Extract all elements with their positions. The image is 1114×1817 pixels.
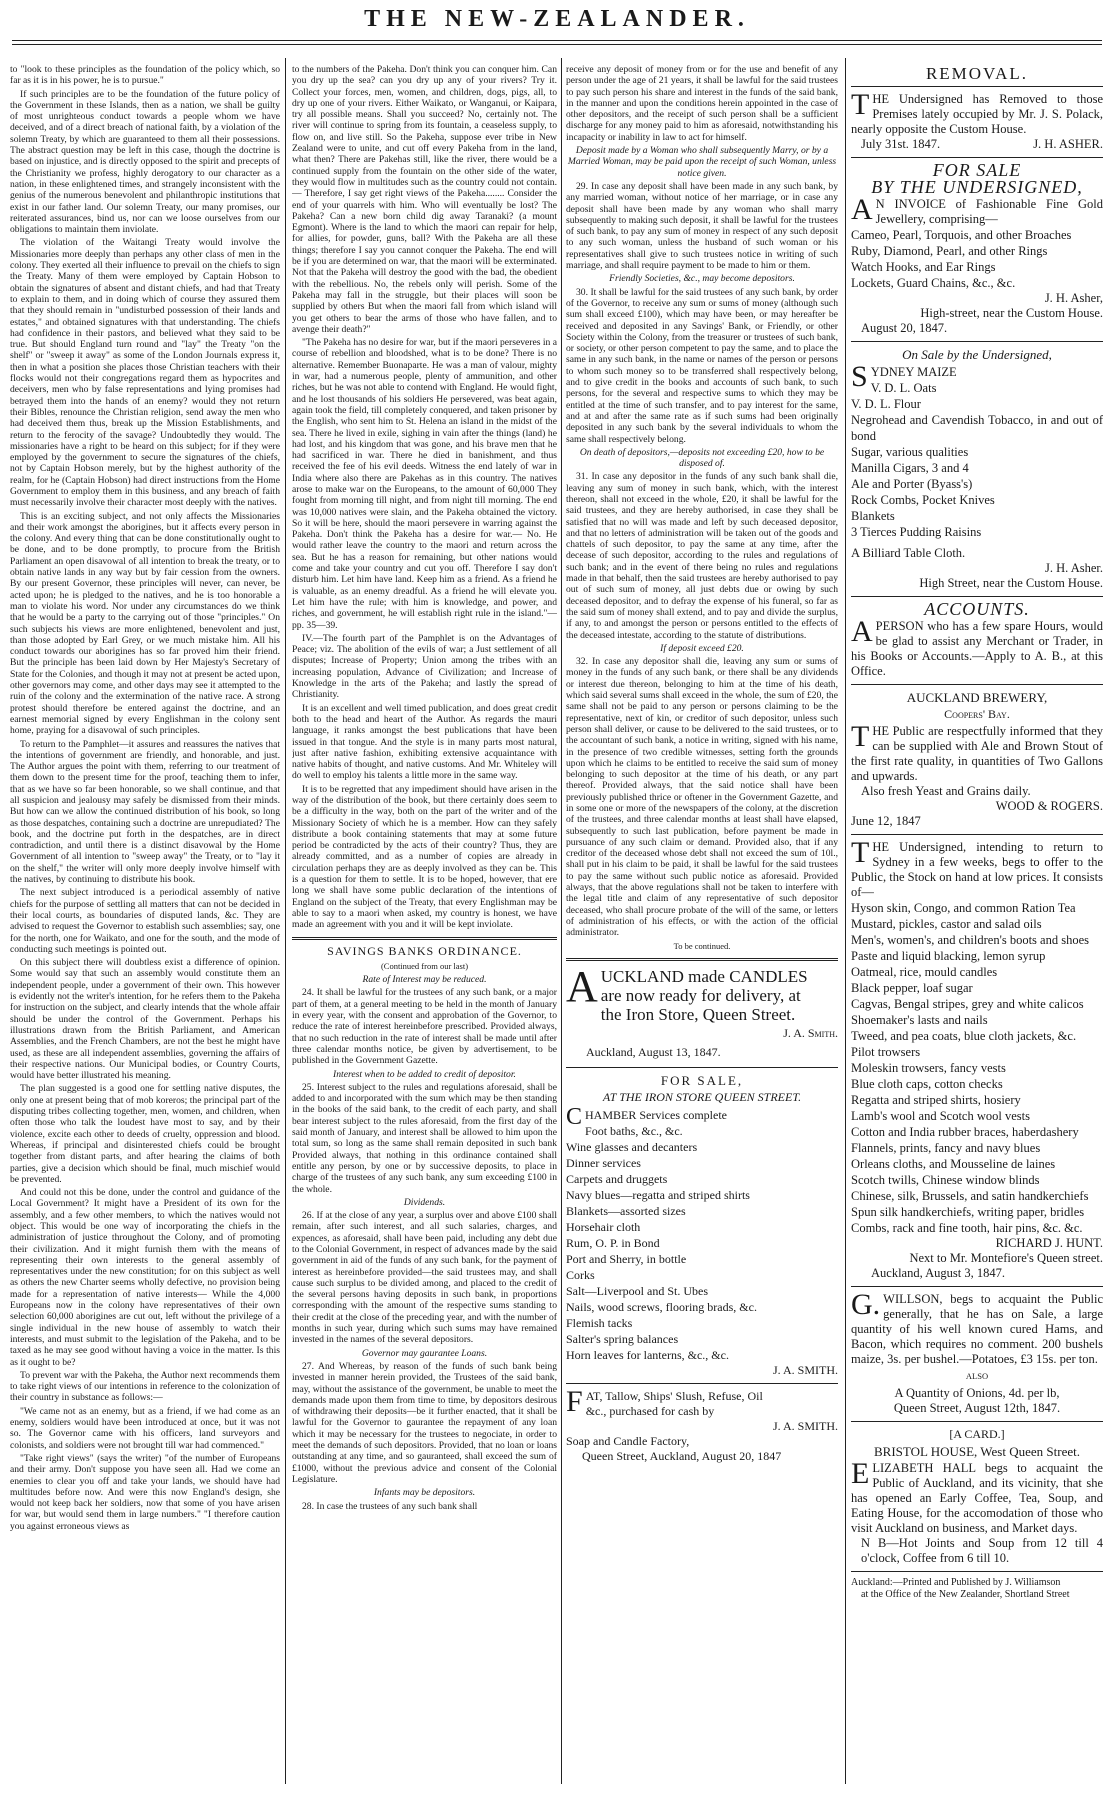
to-be-continued: To be continued. [673,940,731,951]
advert-heading: On Sale by the Undersigned, [902,347,1052,362]
list-item: Carpets and druggets [566,1171,668,1186]
paragraph: The plan suggested is a good one for settling native disputes, the only one at present being that of mob koreros; the principal part of the disputing tribes collecting together, men, women, and children, when often those who talk the loudest have most to say, and by their violence, excite each other to deeds of cruelty, oppression and blood. Whereas, if principal and disinterested chiefs could be brought together from distant parts, and after hearing the claims of both parties, give a decision which should be final, much mischief would be prevented. [10,1083,280,1185]
paragraph: And could not this be done, under the control and guidance of the Local Government? It might have a President of its own for the assembly, and a few other members, to which the natives would not object. This would be one way of incorporating the chiefs in the administration of justice throughout the Colony, and of promoting their civilization. And it might furnish them with the means of representing their own interests to the general assembly of representatives under the new constitution; for on this subject as well as others the new Charter seems wholly defective, no provision being made for a representation of native interests— While the 4,000 Europeans now in the colony have representatives of their own selection 60,000 aborigines are cut out, left without the privilege of a single individual in the new house of assembly to watch their interests, and must submit to the legislation of the Pakeha, and to be taxed as he may see good without having a voice in the matter. Is this as it ought to be? [10,1187,280,1368]
continued-note: (Continued from our last) [380,960,469,971]
section-rule [566,958,838,961]
list-item: Lockets, Guard Chains, &c., &c. [851,276,1016,290]
list-item: Chinese, silk, Brussels, and satin handkerchiefs [851,1189,1089,1203]
paragraph: 29. In case any deposit shall have been made in any such bank, by any married woman, without notice of her marriage, or in case any deposit shall have been made by any woman who shall marry subsequently to making such deposit, it shall be lawful for the trustees of such bank, to pay any sum of money in respect of any such deposit to any such woman, unless the husband of such woman or his representatives shall give to such trustees notice in writing of such marriage, and shall require payment to be made to him or them. [566,180,838,272]
paragraph: To prevent war with the Pakeha, the Author next recommends them to take right views of our intentions in reference to the colonization of their country in substance as follows:— [10,1369,280,1404]
paragraph: The violation of the Waitangi Treaty would involve the Missionaries more deeply than perhaps any other class of men in the colony. They exerted all their influence to prevail on the chiefs to sign the Treaty. Many of them were employed by Captain Hobson to obtain the signatures of absent and distant chiefs, and had that Treaty to explain to them, and in doing which of course they assured them that they should remain in "undisturbed possession of their lands and estates," and obtained signatures with that understanding. The chiefs had confidence in their pastors, and believed what they said to be true. But should England turn round and "lay" the Treaty "on the shelf" or "sweep it away" as some of the London Journals express it, then in what a position she places those Christian teachers with their flocks would not their congregations regard them as hypocrites and deceivers, men who by false representations and lying promises had betrayed them into the hands of an enemy? would they not return their Bibles, renounce the Christian religion, send away the men who had deceived them thus, break up the Mission Establishments, and return to the ferocity of the savage? Undoubtedly they would. The missionaries have a right to be heard on this subject; for if they were employed by the government to secure the signatures of the chiefs, not by Captain Hobson merely, but by the highest authority of the realm, for he (Captain Hobson) had direct instructions from the Home Government to employ them in this business, and any breach of faith must necessarily involve their character most deeply with the natives. [10,237,280,509]
advert-date: August 20, 1847. [861,321,948,335]
list-item: Black pepper, loaf sugar [851,981,973,995]
list-item: Cagvas, Bengal stripes, grey and white calicos [851,997,1084,1011]
list-item: Combs, rack and fine tooth, hair pins, &c. &c. [851,1221,1083,1235]
removal-advert [851,66,1103,152]
dropcap: A [566,961,598,1011]
dropcap: T [851,836,870,869]
dropcap: A [851,193,873,226]
advert-date: Queen Street, August 12th, 1847. [893,1401,1061,1415]
section-heading: On death of depositors,—deposits not exceeding £20, how to be disposed of. [579,446,825,470]
section-rule [851,341,1103,342]
advert-text: Also fresh Yeast and Grains daily. [861,784,1031,798]
hunt-advert [851,836,1103,1281]
advert-subheading: BRISTOL HOUSE, West Queen Street. [874,1444,1080,1459]
list-item: Hyson skin, Congo, and common Ration Tea [851,901,1076,915]
section-rule [851,834,1103,835]
imprint-line: Auckland:—Printed and Published by J. Williamson [851,1577,1061,1588]
paragraph: The next subject introduced is a periodical assembly of native chiefs for the purpose of settling all matters that can not be decided in their local courts, as boundaries of disputed lands, &c. They are advised to request the Governor to establish such assemblies; say, one for the north, one for Waikato, and one for the south, and the mode of conducting such meetings is pointed out. [10,887,280,955]
list-item: Ruby, Diamond, Pearl, and other Rings [851,244,1048,258]
dropcap: G. [851,1288,881,1321]
paragraph: On this subject there will doubtless exist a difference of opinion. Some would say that such an assembly would constitute them an independent people, under a government of their own. This however is evidently not the writer's intention, for he refers them to the Pakeha for instruction on the subject, and clearly intends that the whole affair should be under the control of the Government. Perhaps his illustrations drawn from the British Parliament, and American Assemblies, and the French Chambers, are not the best he might have used, as these are all independent assemblies, governing the affairs of their respective nations. Our Municipal bodies, or Country Courts, would have better illustrated his meaning. [10,957,280,1082]
advert-address: High Street, near the Custom House. [919,576,1103,590]
section-heading: Deposit made by a Woman who shall subsequently Marry, or by a Married Woman, may be paid upon the receipt of such Woman, unless notice given. [567,145,837,179]
paragraph: 27. And Whereas, by reason of the funds of such bank being invested in manner herein provided, the Trustees of the said bank, may, without the assistance of the government, be unable to meet the demands made upon them from time to time, by depositors desirous of withdrawing their deposits—be it further enacted, that it shall be lawful for the Governor to gaurantee the repayment of any loan which it may be necessary for the trustees to negociate, in order to meet the demands of such depositors. Provided, that no loan or loans outstanding at any time, and so gauranteed, shall exceed the sum of £1000, without the previous advice and consent of the Colonial Legislature. [292,1360,557,1485]
paragraph: to "look to these principles as the foundation of the policy which, so far as it is in his power, he is to pursue." [10,64,280,87]
advert-text: N B—Hot Joints and Soup from 12 till 4 o'clock, Coffee from 6 till 10. [861,1536,1103,1565]
advert-signer: J. H. Asher, [1044,291,1103,305]
list-item: Men's, women's, and children's boots and shoes [851,933,1089,947]
list-item: Cotton and India rubber braces, haberdashery [851,1125,1079,1139]
list-item: Rum, O. P. in Bond [566,1235,660,1250]
list-item: Tweed, and pea coats, blue cloth jackets, &c. [851,1029,1077,1043]
list-item: Rock Combs, Pocket Knives [851,493,995,507]
dropcap: C [566,1103,583,1130]
list-item-text: HAMBER Services complete [585,1107,727,1122]
advert-signer: J. H. Asher. [1045,561,1103,575]
paragraph: to the numbers of the Pakeha. Don't think you can conquer him. Can you dry up the sea? can you dry up any of your rivers? Try it. Collect your forces, men, women, and children, dogs, pigs, all, to dry up one of your rivers. Either Waikato, or Wanganui, or Kaipara, try all possible means. Shall you succeed? No, certainly not. The river will continue to spring from its fountain, a ceaseless supply, to flow on, and live still. So the Pakeha, suppose ever tribe in New Zealand were to unite, and cut off every Pakeha from in the land, what then? There are Pakehas still, like the river, there would be a continued supply from the fountain on the other side of the water, they would flow in multitudes such as the country could not contain.— Therefore, I say get right views of the Pakeha........ Consider the end of your quarrels with him. Who will eventually be lost? The Pakeha? Can a new born child dig away Taranaki? (a mount Egmont). Where is the land to which the maori can repair for help, for allies, for powder, guns, ball? With the Pakeha are all these things; therefore I say you cannot conquer the Pakeha. The end will be if you are determined on war, that the maori will be exterminated. Not that the Pakeha will destroy the good with the bad, the obedient with the rebellious. No, the rebels only will perish. Some of the Pakeha may fall in the struggle, but their places will soon be supplied by others But when the maori fall from which island will you get others to bear the arms of those who have fallen, and to avenge their death?" [292,64,557,335]
advert-subheading: Coopers' Bay. [944,707,1010,721]
paragraph: 26. If at the close of any year, a surplus over and above £100 shall remain, after such interest, and all such salaries, charges, and expences, as aforesaid, shall have been paid, including any debt due to the Colonial Government, in respect of advances made by the said government in aid of the funds of any such bank, for the payment of interest as hereinbefore provided—the said trustees may, and shall cause such surplus to be divided among, and placed to the credit of the several persons having deposits in such bank, in proportions corresponding with the amount of the respective sums standing to their credit at the close of the preceding year, and with the number of months in such year, during which such sums may have remained invested in the names of the several depositors. [292,1210,557,1346]
dropcap: A [851,615,873,648]
column-1-article [10,64,280,1784]
list-item: Regatta and striped shirts, hosiery [851,1093,1021,1107]
section-heading: Rate of Interest may be reduced. [362,974,487,986]
advert-heading: ACCOUNTS. [924,599,1030,619]
paragraph: If such principles are to be the foundation of the future policy of the Government in these Islands, then as a nation, we shall be guilty of most unrighteous conduct towards a people whom we have deceived, and of a direct breach of national faith, by a violation of the solemn Treaty, by which are guaranteed to them all their possessions. The abstract question may be left in this case, though the doctrine is based on injustice, and is directly opposed to the spirit and precepts of the Christianity we profess, highly derogatory to our character as a nation, in these enlightened times, and strangely inconsistent with the genius of the numerous benevolent and philanthropic institutions that exist in our father land. Our solemn Treaty, our many promises, our reiterated assurances, bind us, nor can we loose ourselves from our obligations to maintain them inviolate. [10,88,280,236]
list-item: Cameo, Pearl, Torquois, and other Broaches [851,228,1072,242]
imprint [851,1577,1103,1601]
list-item: Port and Sherry, in bottle [566,1251,687,1266]
paragraph: "Take right views" (says the writer) "of the number of Europeans and their army. Don't suppose you have seen all. Had we come an enemies to clear you off and take your lands, we should have had multitudes before now. And were this now England's design, she would not keep back her soldiers, now that some of you have arisen for war, but would send them in large numbers." "I therefore caution you against erroneous views as [10,1452,280,1532]
advert-address: High-street, near the Custom House. [920,306,1103,320]
dropcap: E [851,1457,870,1490]
list-item: Horsehair cloth [566,1219,641,1234]
list-item: Pilot trowsers [851,1045,921,1059]
advert-text: A Quantity of Onions, 4d. per lb, [894,1386,1060,1400]
list-item: Blankets—assorted sizes [566,1203,686,1218]
list-item: Blankets [851,509,895,523]
advert-signer: WOOD & ROGERS. [995,799,1103,813]
column-divider [845,58,846,1784]
column-divider [285,58,286,1784]
advert-line: the Iron Store, Queen Street. [600,1004,796,1024]
list-item: Navy blues—regatta and striped shirts [566,1187,750,1202]
list-item: 3 Tierces Pudding Raisins [851,525,982,539]
list-item: Spun silk handkerchiefs, writing paper, bridles [851,1205,1085,1219]
masthead: THE NEW-ZEALANDER. [364,6,750,32]
list-item: Foot baths, &c., &c. [585,1123,683,1138]
list-item: Negrohead and Cavendish Tobacco, in and out of bond [851,413,1103,443]
section-rule [851,684,1103,685]
jewellery-advert [851,160,1103,336]
advert-line: UCKLAND made CANDLES [600,966,808,986]
list-item: Corks [566,1267,595,1282]
maize-advert [851,347,1103,591]
imprint-line: at the Office of the New Zealander, Shortland Street [861,1589,1070,1600]
advert-text: LIZABETH HALL begs to acquaint the Public of Auckland, and its vicinity, that she has opened an Early Coffee, Tea, Soup, and Eating House, for the accomodation of those who visit Auckland on business, and Market days. [851,1461,1103,1535]
masthead-rule [12,40,1102,41]
card-advert [851,1427,1103,1566]
advert-text: HE Undersigned, intending to return to Sydney in a few weeks, begs to offer to the Public, the Stock on hand at low prices. It consists of— [851,840,1103,899]
paragraph: 31. In case any depositor in the funds of any such bank shall die, leaving any sum of money in such bank, which, with the interest thereon, shall not exceed in the whole, £20, it shall be lawful for the said trustees, and they are hereby authorised, in case they shall be satisfied that no will was made and left by such deceased depositor, and that no letters of administration will be taken out of the goods and chattels of such depositor, to pay the same at any time, after the decease of such depositor, according to the rules and regulations of such bank; and in the event of there being no rules and regulations made in that behalf, then the said trustees are hereby authorised to pay out of such sum of money, all just debts due or owing by such deceased depositor, and to defray the expense of his funeral, so far as the said sum of money shall extend, and to pay and divide the surplus, if any, to and amongst the person or persons entitled to the effects of the deceased intestate, according to the statute of distributions. [566,471,838,641]
dropcap: T [851,88,870,121]
list-item: Shoemaker's lasts and nails [851,1013,988,1027]
list-item: Salt—Liverpool and St. Ubes [566,1283,708,1298]
paragraph: 24. It shall be lawful for the trustees of any such bank, or a major part of them, at a general meeting to be held in the month of January in every year, with the consent and approbation of the Governor, to reduce the rate of interest hereinbefore prescribed. Provided always, that no such reduction in the rate of interest shall be made until after three calendar months notice, be given by advertisement, to be published in the Government Gazette. [292,987,557,1067]
advert-heading: FOR SALE [932,160,1022,180]
advert-heading: REMOVAL. [925,64,1029,83]
list-item: V. D. L. Flour [851,397,921,411]
list-item: Dinner services [566,1155,641,1170]
paragraph: "The Pakeha has no desire for war, but if the maori perseveres in a course of rebellion and bloodshed, what is to be done? There is no alternative. Remember Buonaparte. He was a man of valour, mighty in war, had a numerous people, plenty of ammunition, and other riches, but he was not able to contend with England. He would fight, and he lost thousands of his soldiers He persevered, was beat again, again took the field, till completely conquered, and taken prisoner by the English, who sent him to St. Helena an island in the midst of the sea. There he lived in exile, sighing in vain after the things (land) he had lost, and his kingdom that was gone, and his brave men that he had sacrificed in war. There he died in banishment, and thus received the fee of his evil deeds. Witness the end lately of war in India where also there are Pakehas as in this country. The natives arose to make war on the Europeans, to the amount of 60,000 They fought from morning till night, and from night till morning. The end was 10,000 natives were slain, and the Pakeha obtained the victory. So it will be here, should the maori persevere in warring against the Pakeha. Don't think the Pakeha has a desire for war.— No. He would rather leave the country to the maori and return across the sea. But he has a reason for remaining, but other nations would come and take your country and cut you off. Therefore I say don't disturb him. Let him have land. Keep him as a friend. As a friend he is valuable, as an enemy dreadful. As a friend he will elevate you. Let him have the rule; with him is knowledge, and power, and riches, and government, he will establish right rule in the island."— pp. 35—39. [292,337,557,631]
advert-date: July 31st. 1847. [861,137,941,151]
section-rule [851,1571,1103,1572]
paragraph: 28. In case the trustees of any such bank shall [302,1500,478,1512]
section-rule [566,1383,838,1384]
brewery-advert [851,690,1103,829]
column-3 [566,64,838,1784]
advert-line: Soap and Candle Factory, [566,1433,690,1448]
list-item: Lamb's wool and Scotch wool vests [851,1109,1030,1123]
masthead-rule-2 [12,44,1102,45]
list-item: V. D. L. Oats [870,381,937,395]
advert-signer: RICHARD J. HUNT. [995,1236,1103,1250]
list-item: Ale and Porter (Byass's) [851,477,973,491]
paragraph: 30. It shall be lawful for the said trustees of any such bank, by order of the Governor, to receive any sum or sums of money (although such sum shall exceed £100), which may have been, or may hereafter be received and deposited in any Savings' Bank, or Friendly, or other Society within the Colony, from the treasurer or trustees of such bank, or society, or other person competent to pay the same, and to place the same in any such bank, in the name or names of the person or persons to whom such money so to be transferred shall respectively belong, and to give credit in the books and accounts of such bank, to such persons, for the several and respective sums to which they may be entitled at the time of such transfer, and to pay interest for the same, and at and after the same rate as if such sums had been originally deposited in any such bank by the several individuals to whom the same shall respectively belong. [566,286,838,445]
column-4-adverts [851,64,1103,1784]
list-item: Paste and liquid blacking, lemon syrup [851,949,1046,963]
advert-text: WILLSON, begs to acquaint the Public generally, that he has on Sale, a large quantity of his well known cured Hams, and Bacon, which requires no comment. 200 bushels maize, 3s. per bushel.—Potatoes, £3 15s. per ton. [851,1292,1103,1366]
section-rule [292,937,557,940]
section-rule [851,86,1103,87]
advert-subheading: AT THE IRON STORE QUEEN STREET. [602,1089,802,1104]
advert-line: AT, Tallow, Ships' Slush, Refuse, Oil [585,1388,763,1403]
advert-signer: J. A. SMITH. [772,1362,838,1377]
advert-date: Auckland, August 3, 1847. [871,1266,1006,1280]
paragraph: receive any deposit of money from or for the use and benefit of any person under the age of 21 years, it shall be lawful for the said trustees to pay such person his share and interest in the funds of the said bank, in the manner and upon the conditions herein appointed in the case of other depositors, and the receipt of such person shall be a sufficient discharge for any money paid to him as aforesaid, notwithstanding his incapacity or inability in law to act for himself. [566,64,838,143]
paragraph: 25. Interest subject to the rules and regulations aforesaid, shall be added to and incorporated with the sum which may be then standing in the books of the said bank, to the credit of each party, and shall bear interest subject to the rules aforesaid, from the first day of the said month of January, and interest shall be allowed to him upon the total sum, so long as the same shall remain deposited in such bank Provided always, that nothing in this ordinance contained shall entitle any person, by one or by successive deposits, to place in charge of the trustees of any such bank, any sum exceeding £100 in the whole. [292,1081,557,1195]
list-item-text: YDNEY MAIZE [870,365,957,379]
section-rule [851,596,1103,597]
list-item: Salter's spring balances [566,1331,679,1346]
advert-heading: [A CARD.] [949,1427,1005,1441]
accounts-advert [851,599,1103,679]
column-divider [561,58,562,1784]
willson-advert [851,1288,1103,1416]
paragraph: IV.—The fourth part of the Pamphlet is on the Advantages of Peace; viz. The abolition of the evils of war; a Just settlement of all disputes; Increase of Property; Union among the tribes with an increasing population, Advance of Civilization; and Increase of Knowledge in the arts of the Pakeha; and lastly the spread of Christianity. [292,632,557,701]
ordinance-title: SAVINGS BANKS ORDINANCE. [327,943,522,958]
advert-heading: FOR SALE, [660,1072,744,1088]
dropcap: F [566,1384,583,1418]
forsale-advert [566,1073,838,1378]
advert-address: Next to Mr. Montefiore's Queen street. [909,1251,1103,1265]
fat-advert [566,1384,838,1464]
advert-text: N INVOICE of Fashionable Fine Gold Jewellery, comprising— [875,197,1103,226]
list-item: Nails, wood screws, flooring brads, &c. [566,1299,757,1314]
section-rule [851,1421,1103,1422]
list-item: Watch Hooks, and Ear Rings [851,260,996,274]
paragraph: 32. In case any depositor shall die, leaving any sum or sums of money in the funds of any such bank, or there shall be any dividends or interest due thereon, belonging to him at the time of his death, which said several sums shall exceed in the whole, the sum of £20, the same shall not be paid to any person or persons claiming to be the representative, next of kin, or creditor of such depositor, unless such person shall deliver, or cause to be delivered to the said trustees, or to the accountant of such bank, a notice in writing, signed with his name, in the presence of two credible witnesses, setting forth the grounds upon which he claims to be entitled to receive the said sum of money belonging to such depositor at the time of his death, or any part thereof. Provided always, that the said notice shall have been previously published thrice or oftener in the Government Gazette, and in some one or more of the newspapers of the colony, at the discretion of the trustees, and three calendar months at least shall have elapsed, subsequently to such last publication, before payment be made in pursuance of any such claim or demand. Provided also, that if any creditor of the deceased whose debt shall not exceed the sum of 10l., shall put in his claim to be paid, it shall be lawful for the said trustees to pay the same without such public notice as aforesaid. Provided always, that the above regulations shall not be taken to interfere with the legal title and claim of any representative of such depositor deceased, who shall procure probate of the will of the same, or letters of administration of his effects, or with the action of the official administrator. [566,656,838,939]
list-item: Scotch twills, Chinese window blinds [851,1173,1040,1187]
advert-line: are now ready for delivery, at [600,985,801,1005]
advert-signer: J. H. ASHER. [1033,137,1103,151]
section-heading: Governor may gaurantee Loans. [361,1347,488,1359]
column-2-article [292,64,557,1784]
section-heading: Infants may be depositors. [373,1487,476,1499]
advert-text: A Billiard Table Cloth. [851,546,966,560]
advert-text: ALSO [965,1371,989,1381]
list-item: Moleskin trowsers, fancy vests [851,1061,1006,1075]
advert-heading: BY THE UNDERSIGNED, [871,177,1083,197]
section-rule [851,157,1103,158]
section-heading: Interest when to be added to credit of depositor. [333,1068,516,1080]
advert-signer: J. A. Smith. [783,1025,838,1040]
list-item: Manilla Cigars, 3 and 4 [851,461,969,475]
dropcap: T [851,720,870,753]
advert-signer: J. A. SMITH. [772,1418,838,1433]
list-item: Mustard, pickles, castor and salad oils [851,917,1042,931]
list-item: Oatmeal, rice, mould candles [851,965,998,979]
list-item: Flannels, prints, fancy and navy blues [851,1141,1041,1155]
dropcap: S [851,360,868,393]
section-rule [851,1286,1103,1287]
list-item: Sugar, various qualities [851,445,969,459]
advert-text: PERSON who has a few spare Hours, would be glad to assist any Merchant or Trader, in his Books or Accounts.—Apply to A. B., at this Office. [851,619,1103,678]
advert-text: HE Public are respectfully informed that they can be supplied with Ale and Brown Stout of the first rate quality, in quantities of Two Gallons and upwards. [851,724,1103,783]
list-item: Blue cloth caps, cotton checks [851,1077,1003,1091]
advert-heading: AUCKLAND BREWERY, [906,690,1048,705]
paragraph: This is an exciting subject, and not only affects the Missionaries and their work amongst the aborigines, but it affects every person in the colony. And every thing that can be done constitutionally ought to be done, and to be done promptly, to procure from the British Parliament an open disavowal of all intention to break the treaty, or to obtain native lands in any way but by fair cession from the owners. By our present Governor, these principles will never, can never, be acted upon; he is pledged to the natives, and he is too honorable a man to violate his word. Nor under any circumstances do we think that he would be a party to the carrying out of those "principles." On such subjects his views are more enlightened, benevolent and just, than those adopted by Earl Grey, or we much mistake him. All his conduct towards our aborigines has so far proved him their friend. But the principle has been laid down by Her Majesty's Secretary of State for the Colonies, and though it may not at present be acted upon, other governors may come, and other days may see it attempted to the ruin of the colony and the extermination of the native race. A strong protest should therefore be entered against the doctrine, and an earnest memorial signed by every Englishman in the colony sent home, praying for a disavowal of such principles. [10,510,280,737]
advert-line: Queen Street, Auckland, August 20, 1847 [582,1448,782,1463]
list-item: Flemish tacks [566,1315,633,1330]
paragraph: To return to the Pamphlet—it assures and reassures the natives that the intentions of government are friendly, and honorable, and just. The Author argues the point with them, referring to our treatment of them down to the present time for the proof, teaching them to infer, that as we have so far been honorable, so we shall continue, and that all suspicion and jealousy may safely be dismissed from their minds. But how can we allow the continued distribution of his book, so long as those despatches, containing such a doctrine are unrepudiated? The book, and the doctrine put forth in the despatches, are in direct contradiction, and until there is a distinct disavowal by the Home Government of all intention to "sweep away" the Treaty, or to "lay it on the shelf," the writer will only more deeply involve himself with the natives, by continuing to distribute his book. [10,738,280,886]
section-heading: Dividends. [403,1196,446,1208]
paragraph: It is an excellent and well timed publication, and does great credit both to the head and heart of the Author. As regards the mauri language, it ranks amongst the best publications that have been issued in that tongue. And the style is in many parts most natural, just after native fashion, exhibiting extensive acquaintance with native habits of thought, and native customs. And Mr. Whiteley will do well to employ his talents a little more in the same way. [292,702,557,782]
advert-line: &c., purchased for cash by [585,1403,715,1418]
list-item: Orleans cloths, and Mousseline de laines [851,1157,1056,1171]
advert-date: June 12, 1847 [851,814,921,828]
section-rule [566,1067,838,1068]
candles-advert [566,961,838,1062]
list-item: Wine glasses and decanters [566,1139,698,1154]
advert-date: Auckland, August 13, 1847. [586,1044,721,1059]
paragraph: It is to be regretted that any impediment should have arisen in the way of the distribution of the book, but there certainly does seem to be a difficulty in the way, both on the part of the writer and of the Missionary Society of which he is a member. How can they safely distribute a book containing statements that may at some future period be contradicted by the acts of their country? Thus, they are already committed, and as a number of copies are already in circulation perhaps they are as deeply involved as they can be. This is a question for them to settle. It is to be hoped, however, that ere long we shall have some public declaration of the intentions of England on the subject of the Treaty, that every Englishman may be able to say to a maori when asked, my country is honest, we have made an agreement with you and it will be kept inviolate. [292,783,557,931]
list-item [566,1103,838,1130]
section-heading: If deposit exceed £20. [660,642,744,654]
section-heading: Friendly Societies, &c., may become depositors. [609,273,795,285]
paragraph: "We came not as an enemy, but as a friend, if we had come as an enemy, soldiers would have been introduced at once, but it was not so. The Governor came with his officers, land surveyors and colonists, and soldiers were not brought till war had commenced." [10,1405,280,1451]
list-item: Horn leaves for lanterns, &c., &c. [566,1347,729,1362]
advert-text: HE Undersigned has Removed to those Premises lately occupied by Mr. J. S. Polack, nearly opposite the Custom House. [851,92,1103,136]
